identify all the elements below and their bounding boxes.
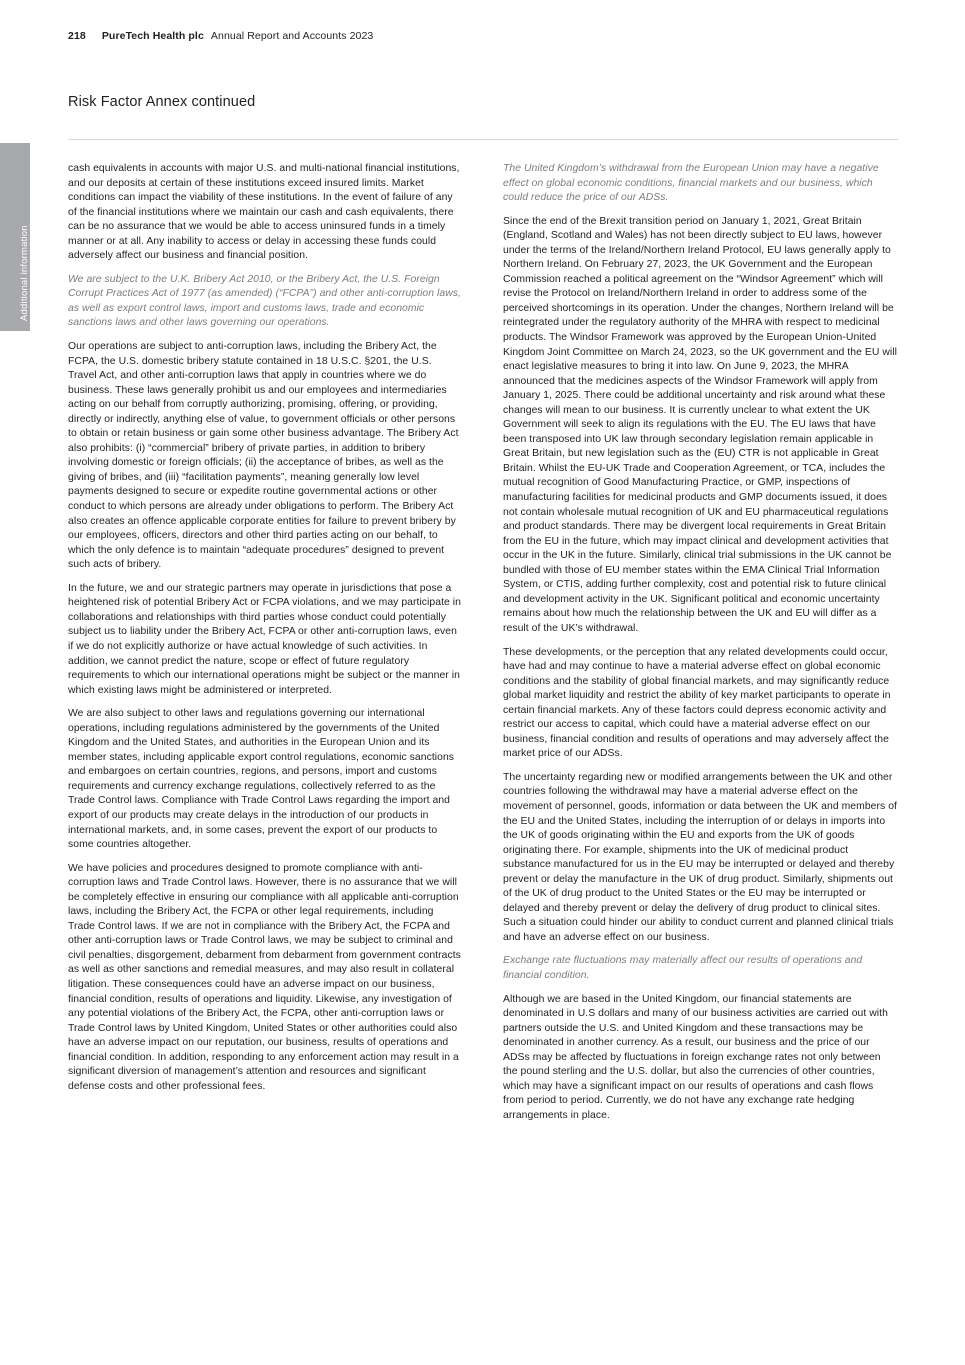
page-number: 218 [68,30,86,42]
paragraph: We are also subject to other laws and regulations governing our international operations, including regulations administered by the governments of the United Kingdom and the United States, and authorities in the European Union and its member states, including applicable export control regulations, economic sanctions and embargoes on certain countries, regions, and persons, import and customs requirements and currency exchange regulations, collectively referred to as the Trade Control laws. Compliance with Trade Control Laws regarding the import and export of our products may create delays in the introduction of our products in international markets, and, in some cases, prevent the export of our products to some countries altogether. [68,708,455,851]
paragraph: In the future, we and our strategic partners may operate in jurisdictions that pose a heightened risk of potential Bribery Act or FCPA violations, and we may participate in collaborations and relationships with third parties whose conduct could potentially subject us to liability under the Bribery Act, FCPA or other anti-corruption laws, even if we do not explicitly authorize or have actual knowledge of such activities. In addition, we cannot predict the nature, scope or effect of future regulatory requirements to which our international operations might be subject or the manner in which existing laws might be administered or interpreted. [68,582,461,696]
report-title: Annual Report and Accounts 2023 [210,30,374,42]
paragraph: These developments, or the perception that any related developments could occur, have had and may continue to have a material adverse effect on global economic conditions and the stability of global financial markets, and may significantly reduce global market liquidity and restrict the ability of key market participants to operate in certain financial markets. Any of these factors could depress economic activity and restrict our access to capital, which could have a material adverse effect on our business, financial condition and results of operations and may adversely affect the market price of our ADSs. [503,646,891,760]
section-side-tab [0,143,30,331]
subheading-paragraph: The United Kingdom’s withdrawal from the European Union may have a negative effect on global economic conditions, financial markets and our business, which could reduce the price of our ADSs. [503,163,879,204]
paragraph: Although we are based in the United Kingdom, our financial statements are denominated in U.S dollars and many of our business activities are carried out with partners outside the U.S. and United Kingdom and these transactions may be denominated in another currency. As a result, our business and the price of our ADSs may be affected by fluctuations in foreign exchange rates not only between the pound sterling and the U.S. dollar, but also the currencies of other countries, which may have a significant impact on our results of operations and cash flows from period to period. Currently, we do not have any exchange rate hedging arrangements in place. [503,993,888,1121]
paragraph: cash equivalents in accounts with major U.S. and multi-national financial institutions, and our deposits at certain of these institutions exceed insured limits. Market conditions can impact the viability of these institutions. In the event of failure of any of the financial institutions where we maintain our cash and cash equivalents, there can be no assurance that we would be able to access uninsured funds in a timely manner or at all. Any inability to access or delay in accessing these funds could adversely affect our business and financial position. [68,163,460,262]
subheading-paragraph: We are subject to the U.K. Bribery Act 2010, or the Bribery Act, the U.S. Foreign Corrupt Practices Act of 1977 (as amended) (“FCPA”) and other anti-corruption laws, as well as export control laws, import and customs laws, trade and economic sanctions laws and other laws governing our operations. [68,273,461,329]
right-column [503,162,897,1123]
body-columns [68,162,898,1123]
subheading-paragraph: Exchange rate fluctuations may materially affect our results of operations and financial condition. [503,955,863,981]
page-title: Risk Factor Annex continued [68,94,256,110]
page-header [68,30,373,42]
paragraph: We have policies and procedures designed to promote compliance with anti-corruption laws and Trade Control laws. However, there is no assurance that we will be completely effective in ensuring our compliance with all applicable anti-corruption laws, including the Bribery Act, the FCPA or other legal requirements, including Trade Control laws. If we are not in compliance with the Bribery Act, the FCPA and other anti-corruption laws or Trade Control laws, we may be subject to criminal and civil penalties, disgorgement, debarment from debarment from government contracts as well as other sanctions and remedial measures, and may also result in collateral litigation. These consequences could have an adverse impact on our business, financial condition, results of operations and liquidity. Likewise, any investigation of any potential violations of the Bribery Act, the FCPA, other anti-corruption laws or Trade Control laws by United Kingdom, United States or other authorities could also have an adverse impact on our reputation, our business, results of operations and financial condition. In addition, responding to any enforcement action may result in a significant diversion of management’s attention and resources and significant defense costs and other professional fees. [68,862,461,1092]
paragraph: The uncertainty regarding new or modified arrangements between the UK and other countries following the withdrawal may have a material adverse effect on the movement of personnel, goods, information or data between the UK and members of the EU and the United States, including the interruption of or delays in imports into the UK of goods originating within the EU and exports from the UK of goods originating there. For example, shipments into the UK of medicinal product substance manufactured for us in the EU may be interrupted or delayed and thereby prevent or delay the manufacture in the UK of drug product. Similarly, shipments out of the UK of drug product to the United States or the EU may be interrupted or delayed and thereby prevent or delay the delivery of drug product to clinical sites. Such a situation could hinder our ability to conduct current and planned clinical trials and have an adverse effect on our business. [503,771,897,943]
company-name: PureTech Health plc [101,30,204,42]
paragraph: Our operations are subject to anti-corruption laws, including the Bribery Act, the FCPA, the U.S. domestic bribery statute contained in 18 U.S.C. §201, the U.S. Travel Act, and other anti-corruption laws that apply in countries where we do business. These laws generally prohibit us and our employees and intermediaries acting on our behalf from corruptly authorizing, promising, offering, or providing, directly or indirectly, anything else of value, to government officials or other persons to obtain or retain business or gain some other business advantage. The Bribery Act also prohibits: (i) “commercial” bribery of private parties, in addition to bribery involving domestic or foreign officials; (ii) the acceptance of bribes, as well as the giving of bribes, and (iii) “facilitation payments”, meaning generally low level payments designed to secure or expedite routine governmental actions or other conduct to which persons are already under obligations to perform. The Bribery Act also creates an offence applicable corporate entities for failure to prevent bribery by our employees, officers, directors and other third parties acting on our behalf, to which the only defence is to maintain “adequate procedures” designed to prevent such acts of bribery. [68,341,459,571]
paragraph: Since the end of the Brexit transition period on January 1, 2021, Great Britain (England, Scotland and Wales) has not been directly subject to EU laws, however under the terms of the Ireland/Northern Ireland Protocol, EU laws generally apply to Northern Ireland. On February 27, 2023, the UK Government and the European Commission reached a political agreement on the “Windsor Agreement” which will revise the Protocol on Ireland/Northern Ireland in order to address some of the perceived shortcomings in its operation. Under the changes, Northern Ireland will be reintegrated under the regulatory authority of the MHRA with respect to medicinal products. The Windsor Framework was approved by the European Union-United Kingdom Joint Committee on March 24, 2023, so the UK government and the EU will enact legislative measures to bring it into law. On June 9, 2023, the MHRA announced that the medicines aspects of the Windsor Framework will apply from January 1, 2025. There could be additional uncertainty and risk around what these changes will mean to our business. It is currently unclear to what extent the UK Government will seek to align its regulations with the EU. The EU laws that have been transposed into UK law through secondary legislation remain applicable in Great Britain, but new legislation such as the (EU) CTR is not applicable in Great Britain. Whilst the EU-UK Trade and Cooperation Agreement, or TCA, includes the mutual recognition of Good Manufacturing Practice, or GMP, inspections of manufacturing facilities for medicinal products and GMP documents issued, it does not contain wholesale mutual recognition of UK and EU pharmaceutical regulations and product standards. There may be divergent local requirements in Great Britain from the EU in the future, which may impact clinical and development activities that occur in the UK in the future. Similarly, clinical trial submissions in the UK cannot be bundled with those of EU member states within the EMA Clinical Trial Information System, or CTIS, adding further complexity, cost and potential risk to future clinical and development activity in the UK. Significant political and economic uncertainty remains about how much the relationship between the UK and EU will differ as a result of the UK’s withdrawal. [503,215,897,634]
left-column [68,162,462,1123]
title-divider [68,139,898,140]
side-tab-label: Additional information [19,225,30,321]
